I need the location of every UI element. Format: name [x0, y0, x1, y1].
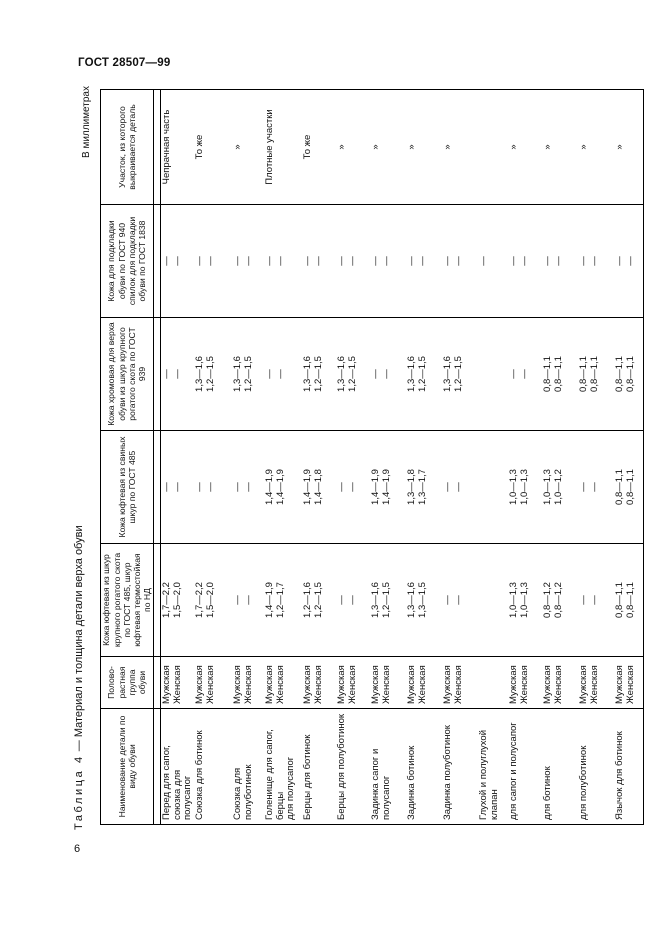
col-header-part-name: Наименование детали по виду обуви: [101, 709, 154, 825]
cell-yuft-cattle-line: 1,7—2,2: [161, 582, 172, 618]
cell-chrome-leather: [406, 318, 442, 431]
table-row: [264, 90, 302, 825]
cell-chrome-leather: [508, 318, 542, 431]
cell-yuft-pig-line: —: [161, 482, 172, 492]
cell-cut-area: [194, 90, 232, 205]
cell-yuft-pig-line: —: [441, 482, 453, 492]
cell-cut-area: [336, 90, 370, 205]
page-number: 6: [74, 843, 81, 855]
cell-yuft-pig-line: 0,8—1,1: [624, 469, 636, 505]
cell-group-line: Мужская: [441, 665, 453, 704]
cell-chrome-leather-line: 1,2—1,5: [204, 356, 216, 392]
cell-lining-leather-line: —: [613, 256, 625, 266]
table-row: [370, 90, 406, 825]
cell-group-line: Мужская: [335, 665, 347, 704]
table-row: [194, 90, 232, 825]
cell-lining-leather-line: —: [171, 256, 183, 266]
cell-yuft-pig-line: 1,0—1,3: [518, 469, 530, 505]
cell-lining-leather-line: —: [380, 256, 392, 266]
cell-chrome-leather: [542, 318, 578, 431]
cell-yuft-pig: [336, 431, 370, 544]
table-row: [232, 90, 264, 825]
cell-chrome-leather-line: 1,2—1,5: [242, 356, 254, 392]
cell-lining-leather: [478, 205, 508, 318]
cell-group: [542, 657, 578, 709]
cell-yuft-cattle-line: 1,4—1,9: [263, 582, 275, 618]
cell-yuft-cattle-line: 0,8—1,2: [552, 582, 564, 618]
document-code: ГОСТ 28507—99: [78, 57, 171, 69]
cell-lining-leather: [614, 205, 644, 318]
cell-chrome-leather-line: 1,3—1,6: [441, 356, 453, 392]
materials-table: [100, 89, 644, 825]
cell-group: [370, 657, 406, 709]
table-row: [614, 90, 644, 825]
cell-chrome-leather-line: 1,2—1,5: [452, 356, 464, 392]
cell-cut-area-line: Чепрачная часть: [161, 109, 172, 185]
cell-cut-area-line: »: [577, 144, 589, 150]
cell-group-line: Женская: [242, 665, 254, 704]
cell-group-line: Мужская: [161, 665, 172, 704]
cell-group-line: Женская: [518, 665, 530, 704]
cell-cut-area-line: »: [541, 144, 553, 150]
cell-part-name: [161, 709, 194, 825]
cell-yuft-pig: [264, 431, 302, 544]
cell-group-line: Женская: [274, 665, 286, 704]
cell-yuft-cattle: [578, 544, 614, 657]
cell-yuft-pig-line: —: [242, 482, 254, 492]
cell-chrome-leather-line: 0,8—1,1: [624, 356, 636, 392]
cell-part-name: [508, 709, 542, 825]
cell-lining-leather: [542, 205, 578, 318]
cell-yuft-pig-line: 0,8—1,1: [613, 469, 625, 505]
cell-yuft-pig-line: —: [452, 482, 464, 492]
col-header-yuft-pig: Кожа юфтевая из свиных шкур по ГОСТ 485: [101, 431, 154, 544]
cell-yuft-pig: [232, 431, 264, 544]
cell-yuft-cattle-line: —: [346, 595, 358, 605]
cell-lining-leather-line: —: [301, 256, 313, 266]
cell-cut-area: [406, 90, 442, 205]
cell-group-line: Мужская: [231, 665, 243, 704]
cell-chrome-leather-line: 1,3—1,6: [405, 356, 417, 392]
cell-group-line: Женская: [416, 665, 428, 704]
cell-yuft-pig-line: —: [193, 482, 205, 492]
cell-cut-area-line: Плотные участки: [263, 109, 275, 185]
cell-group: [508, 657, 542, 709]
col-header-group: Полово-растная группа обуви: [101, 657, 154, 709]
cell-cut-area: [478, 90, 508, 205]
col-header-chrome-leather: Кожа хромовая для верха обуви из шкур крупного рогатого скота по ГОСТ 939: [101, 318, 154, 431]
cell-group: [578, 657, 614, 709]
cell-part-name: [194, 709, 232, 825]
cell-lining-leather: [302, 205, 336, 318]
cell-part-name-line: Задинка сапог и полусапог: [369, 748, 392, 820]
table-row: [302, 90, 336, 825]
cell-yuft-cattle-line: 0,8—1,2: [541, 582, 553, 618]
cell-cut-area: [542, 90, 578, 205]
cell-yuft-pig: [478, 431, 508, 544]
cell-part-name: [264, 709, 302, 825]
table-row: [578, 90, 614, 825]
cell-yuft-pig-line: —: [204, 482, 216, 492]
cell-group: [406, 657, 442, 709]
cell-chrome-leather-line: —: [274, 369, 286, 379]
cell-part-name: [406, 709, 442, 825]
cell-chrome-leather: [302, 318, 336, 431]
cell-chrome-leather: [578, 318, 614, 431]
cell-yuft-pig: [614, 431, 644, 544]
cell-lining-leather-line: —: [477, 256, 489, 266]
cell-part-name: [578, 709, 614, 825]
cell-cut-area: [232, 90, 264, 205]
col-header-yuft-cattle: Кожа юфтевая из шкур крупного рогатого скота по ГОСТ 485, шкур юфтевая термостойкая по НД: [101, 544, 154, 657]
cell-cut-area: [161, 90, 194, 205]
cell-group-line: Женская: [624, 665, 636, 704]
cell-cut-area-line: »: [335, 144, 347, 150]
cell-yuft-cattle: [478, 544, 508, 657]
cell-lining-leather: [336, 205, 370, 318]
cell-chrome-leather: [478, 318, 508, 431]
cell-cut-area-line: »: [613, 144, 625, 150]
cell-part-name-line: для полуботинок: [577, 745, 589, 820]
cell-group-line: Женская: [346, 665, 358, 704]
cell-cut-area: [370, 90, 406, 205]
table-body: [161, 90, 644, 825]
cell-chrome-leather-line: —: [171, 369, 183, 379]
cell-group-line: Мужская: [577, 665, 589, 704]
cell-group: [161, 657, 194, 709]
cell-lining-leather: [442, 205, 478, 318]
cell-yuft-pig-line: —: [335, 482, 347, 492]
cell-chrome-leather: [264, 318, 302, 431]
cell-lining-leather: [194, 205, 232, 318]
table-row: [406, 90, 442, 825]
table-row: [336, 90, 370, 825]
col-header-cut-area: Участок, из которого выкраивается деталь: [101, 90, 154, 205]
cell-lining-leather-line: —: [452, 256, 464, 266]
cell-yuft-pig-line: 1,3—1,8: [405, 469, 417, 505]
cell-chrome-leather-line: 1,2—1,5: [416, 356, 428, 392]
cell-chrome-leather: [614, 318, 644, 431]
cell-yuft-cattle-line: 1,3—1,6: [369, 582, 381, 618]
units-note: В миллиметрах: [81, 86, 92, 158]
cell-chrome-leather-line: 0,8—1,1: [577, 356, 589, 392]
cell-group-line: Женская: [204, 665, 216, 704]
cell-part-name-line: Голенище для сапог, берцы: [263, 729, 286, 820]
cell-yuft-pig: [542, 431, 578, 544]
cell-yuft-cattle: [232, 544, 264, 657]
cell-lining-leather-line: —: [274, 256, 286, 266]
cell-cut-area: [578, 90, 614, 205]
cell-yuft-cattle-line: —: [231, 595, 243, 605]
cell-yuft-cattle: [614, 544, 644, 657]
cell-lining-leather-line: —: [541, 256, 553, 266]
cell-yuft-pig-line: 1,4—1,9: [263, 469, 275, 505]
cell-cut-area-line: То же: [193, 134, 205, 160]
cell-part-name: [478, 709, 508, 825]
cell-yuft-pig: [406, 431, 442, 544]
table-row: [542, 90, 578, 825]
table-caption-text: — Материал и толщина детали верха обуви: [73, 525, 85, 755]
cell-yuft-pig: [442, 431, 478, 544]
cell-yuft-cattle: [161, 544, 194, 657]
cell-yuft-cattle-line: 1,5—2,0: [204, 582, 216, 618]
cell-yuft-cattle-line: —: [242, 595, 254, 605]
cell-yuft-cattle-line: —: [588, 595, 600, 605]
cell-chrome-leather-line: 0,8—1,1: [541, 356, 553, 392]
cell-part-name: [336, 709, 370, 825]
cell-lining-leather-line: —: [204, 256, 216, 266]
cell-group: [194, 657, 232, 709]
cell-chrome-leather-line: 1,2—1,5: [346, 356, 358, 392]
cell-group: [302, 657, 336, 709]
cell-yuft-cattle-line: 1,7—2,2: [193, 582, 205, 618]
cell-yuft-cattle-line: —: [452, 595, 464, 605]
cell-group-line: Женская: [380, 665, 392, 704]
cell-yuft-pig-line: 1,4—1,9: [380, 469, 392, 505]
cell-group-line: Мужская: [613, 665, 625, 704]
cell-chrome-leather-line: 0,8—1,1: [552, 356, 564, 392]
cell-lining-leather: [406, 205, 442, 318]
cell-lining-leather-line: —: [369, 256, 381, 266]
cell-cut-area-line: »: [231, 144, 243, 150]
cell-group-line: Мужская: [541, 665, 553, 704]
cell-group-line: Мужская: [193, 665, 205, 704]
cell-chrome-leather-line: —: [161, 369, 172, 379]
cell-lining-leather-line: —: [416, 256, 428, 266]
cell-cut-area-line: »: [405, 144, 417, 150]
cell-yuft-cattle-line: 1,2—1,5: [312, 582, 324, 618]
cell-part-name-line: Перед для сапог, союзка для: [161, 745, 183, 820]
cell-yuft-pig-line: —: [588, 482, 600, 492]
cell-yuft-cattle-line: —: [335, 595, 347, 605]
cell-yuft-cattle: [302, 544, 336, 657]
cell-cut-area-line: »: [369, 144, 381, 150]
cell-cut-area: [264, 90, 302, 205]
cell-lining-leather-line: —: [242, 256, 254, 266]
cell-chrome-leather-line: —: [507, 369, 519, 379]
cell-chrome-leather-line: 0,8—1,1: [588, 356, 600, 392]
cell-group-line: Мужская: [369, 665, 381, 704]
cell-yuft-pig-line: —: [231, 482, 243, 492]
cell-yuft-cattle: [194, 544, 232, 657]
cell-lining-leather-line: —: [588, 256, 600, 266]
cell-chrome-leather: [232, 318, 264, 431]
cell-lining-leather: [370, 205, 406, 318]
cell-chrome-leather: [336, 318, 370, 431]
cell-lining-leather-line: —: [552, 256, 564, 266]
cell-chrome-leather-line: 1,3—1,6: [301, 356, 313, 392]
cell-chrome-leather: [161, 318, 194, 431]
cell-yuft-pig-line: —: [171, 482, 183, 492]
cell-part-name-line: Берцы для ботинок: [301, 734, 313, 820]
cell-lining-leather-line: —: [335, 256, 347, 266]
cell-yuft-cattle-line: 1,3—1,5: [416, 582, 428, 618]
cell-chrome-leather-line: 1,3—1,6: [335, 356, 347, 392]
cell-lining-leather: [264, 205, 302, 318]
cell-group: [442, 657, 478, 709]
cell-part-name: [302, 709, 336, 825]
cell-lining-leather-line: —: [405, 256, 417, 266]
table-caption: [74, 525, 85, 830]
cell-yuft-pig-line: 1,0—1,2: [552, 469, 564, 505]
cell-chrome-leather-line: 1,3—1,6: [193, 356, 205, 392]
cell-lining-leather-line: —: [263, 256, 275, 266]
cell-yuft-pig-line: 1,4—1,9: [369, 469, 381, 505]
cell-group-line: Мужская: [405, 665, 417, 704]
table-row: [161, 90, 194, 825]
cell-part-name-line: Задинка ботинок: [405, 745, 417, 820]
cell-part-name-line: для сапог и полусапог: [507, 722, 519, 820]
cell-lining-leather-line: —: [346, 256, 358, 266]
cell-lining-leather-line: —: [231, 256, 243, 266]
cell-yuft-cattle-line: 1,0—1,3: [518, 582, 530, 618]
cell-group: [232, 657, 264, 709]
cell-chrome-leather-line: —: [263, 369, 275, 379]
cell-chrome-leather-line: —: [369, 369, 381, 379]
cell-yuft-cattle-line: 0,8—1,1: [624, 582, 636, 618]
cell-yuft-pig-line: —: [346, 482, 358, 492]
cell-cut-area: [508, 90, 542, 205]
cell-yuft-cattle-line: 1,2—1,6: [301, 582, 313, 618]
cell-part-name: [442, 709, 478, 825]
cell-group-line: Мужская: [263, 665, 275, 704]
cell-chrome-leather: [442, 318, 478, 431]
cell-lining-leather-line: —: [624, 256, 636, 266]
cell-yuft-cattle-line: 1,2—1,5: [380, 582, 392, 618]
cell-yuft-pig-line: 1,3—1,7: [416, 469, 428, 505]
cell-lining-leather-line: —: [441, 256, 453, 266]
cell-chrome-leather-line: —: [518, 369, 530, 379]
cell-yuft-pig-line: 1,4—1,9: [274, 469, 286, 505]
cell-part-name: [370, 709, 406, 825]
cell-lining-leather-line: —: [193, 256, 205, 266]
cell-yuft-cattle: [442, 544, 478, 657]
cell-chrome-leather: [370, 318, 406, 431]
cell-yuft-cattle: [264, 544, 302, 657]
cell-chrome-leather-line: 0,8—1,1: [613, 356, 625, 392]
cell-yuft-pig: [578, 431, 614, 544]
cell-part-name-line: полусапог: [182, 775, 194, 820]
cell-group-line: Женская: [312, 665, 324, 704]
cell-chrome-leather-line: 1,2—1,5: [312, 356, 324, 392]
cell-chrome-leather-line: —: [380, 369, 392, 379]
cell-group: [478, 657, 508, 709]
cell-cut-area-line: »: [507, 144, 519, 150]
cell-yuft-cattle-line: 1,5—2,0: [171, 582, 183, 618]
cell-part-name-line: Берцы для полуботинок: [335, 713, 347, 820]
cell-group-line: Женская: [452, 665, 464, 704]
cell-lining-leather: [232, 205, 264, 318]
cell-cut-area: [302, 90, 336, 205]
cell-yuft-pig: [370, 431, 406, 544]
table-row: [478, 90, 508, 825]
cell-yuft-cattle: [370, 544, 406, 657]
cell-cut-area-line: То же: [301, 134, 313, 160]
cell-cut-area: [614, 90, 644, 205]
cell-yuft-cattle-line: 1,3—1,6: [405, 582, 417, 618]
cell-yuft-pig-line: 1,0—1,3: [507, 469, 519, 505]
cell-group-line: Мужская: [507, 665, 519, 704]
cell-part-name-line: Язычок для ботинок: [613, 731, 625, 820]
cell-group-line: Женская: [588, 665, 600, 704]
cell-lining-leather-line: —: [312, 256, 324, 266]
cell-chrome-leather: [194, 318, 232, 431]
cell-group-line: Женская: [171, 665, 183, 704]
table-row: [442, 90, 478, 825]
cell-lining-leather-line: —: [518, 256, 530, 266]
cell-yuft-pig: [194, 431, 232, 544]
col-header-lining-leather: Кожа для подкладки обуви по ГОСТ 940 спилок для подкладки обуви по ГОСТ 1838: [101, 205, 154, 318]
cell-yuft-cattle-line: —: [577, 595, 589, 605]
table-row: [508, 90, 542, 825]
cell-cut-area: [442, 90, 478, 205]
cell-group: [336, 657, 370, 709]
cell-yuft-cattle-line: 0,8—1,1: [613, 582, 625, 618]
cell-yuft-pig: [508, 431, 542, 544]
cell-group: [614, 657, 644, 709]
cell-yuft-cattle-line: 1,2—1,7: [274, 582, 286, 618]
cell-part-name-line: для полусапог: [285, 756, 297, 820]
cell-yuft-pig-line: 1,4—1,9: [301, 469, 313, 505]
cell-part-name: [614, 709, 644, 825]
cell-part-name: [232, 709, 264, 825]
cell-part-name-line: для ботинок: [541, 766, 553, 820]
cell-yuft-pig-line: —: [577, 482, 589, 492]
cell-lining-leather: [578, 205, 614, 318]
cell-lining-leather-line: —: [161, 256, 172, 266]
cell-lining-leather: [161, 205, 194, 318]
cell-lining-leather-line: —: [507, 256, 519, 266]
cell-part-name-line: Глухой и полуглухой клапан: [477, 729, 500, 820]
cell-yuft-cattle: [406, 544, 442, 657]
cell-part-name: [542, 709, 578, 825]
cell-group: [264, 657, 302, 709]
cell-part-name-line: Задинка полуботинок: [441, 725, 453, 820]
cell-chrome-leather-line: 1,3—1,6: [231, 356, 243, 392]
cell-cut-area-line: »: [441, 144, 453, 150]
cell-lining-leather: [508, 205, 542, 318]
cell-group-line: Женская: [552, 665, 564, 704]
cell-lining-leather-line: —: [577, 256, 589, 266]
cell-group-line: Мужская: [301, 665, 313, 704]
cell-yuft-cattle: [336, 544, 370, 657]
cell-part-name-line: Союзка для ботинок: [193, 730, 205, 820]
cell-yuft-cattle-line: —: [441, 595, 453, 605]
cell-yuft-cattle: [508, 544, 542, 657]
cell-yuft-pig-line: 1,0—1,3: [541, 469, 553, 505]
cell-yuft-cattle-line: 1,0—1,3: [507, 582, 519, 618]
cell-yuft-cattle: [542, 544, 578, 657]
cell-yuft-pig: [161, 431, 194, 544]
cell-part-name-line: Союзка для полуботинок: [231, 764, 254, 820]
cell-yuft-pig-line: 1,4—1,8: [312, 469, 324, 505]
table-caption-label: Таблица 4: [73, 754, 85, 830]
cell-yuft-pig: [302, 431, 336, 544]
